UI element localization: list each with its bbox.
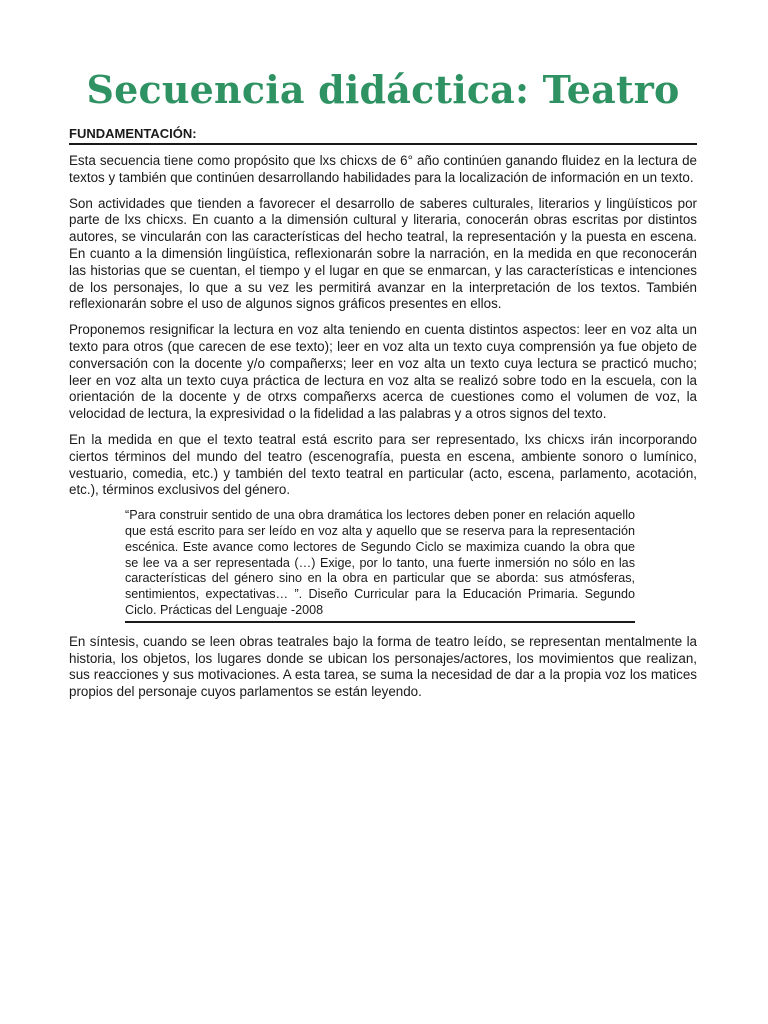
paragraph-proposito: Esta secuencia tiene como propósito que lxs chicxs de 6° año continúen ganando fluidez en la lectura de textos y también que continúen desarrollando habilidades para la localización de información en un texto. [69, 153, 697, 185]
section-heading-fundamentacion: FUNDAMENTACIÓN: [69, 126, 697, 145]
block-quote: “Para construir sentido de una obra dramática los lectores deben poner en relación aquello que está escrito para ser leído en voz alta y aquello que se reserva para la representación escénica. Este avance como lectores de Segundo Ciclo se maximiza cuando la obra que se lee va a ser representada (…) Exige, por lo tanto, una fuerte inmersión no sólo en las características del género sino en la obra en particular que se aborda: sus atmósferas, sentimientos, expectativas… ”. Diseño Curricular para la Educación Primaria. Segundo Ciclo. Prácticas del Lenguaje -2008 [125, 508, 635, 623]
page-title: Secuencia didáctica: Teatro [86, 67, 680, 112]
paragraph-texto-teatral: En la medida en que el texto teatral está escrito para ser representado, lxs chicxs irán incorporando ciertos términos del mundo del teatro (escenografía, puesta en escena, ambiente sonoro o lumínico, vestuario, comedia, etc.) y también del texto teatral en particular (acto, escena, parlamento, acotación, etc.), términos exclusivos del género. [69, 431, 697, 498]
paragraph-lectura-voz-alta: Proponemos resignificar la lectura en voz alta teniendo en cuenta distintos aspectos: leer en voz alta un texto para otros (que carecen de ese texto); leer en voz alta un texto cuya comprensión ya fue objeto de conversación con la docente y/o compañerxs; leer en voz alta un texto cuya lectura se practicó mucho; leer en voz alta un texto cuya práctica de lectura en voz alta se realizó sobre todo en la escuela, con la orientación de la docente y de otrxs compañerxs acerca de cuestiones como el volumen de voz, la velocidad de lectura, la expresividad o la fidelidad a las palabras y a otros signos del texto. [69, 322, 697, 422]
paragraph-sintesis: En síntesis, cuando se leen obras teatrales bajo la forma de teatro leído, se representan mentalmente la historia, los objetos, los lugares donde se ubican los personajes/actores, los movimientos que realizan, sus reacciones y sus motivaciones. A esta tarea, se suma la necesidad de dar a la propia voz los matices propios del personaje cuyos parlamentos se están leyendo. [69, 633, 697, 700]
paragraph-actividades: Son actividades que tienden a favorecer el desarrollo de saberes culturales, literarios y lingüísticos por parte de lxs chicxs. En cuanto a la dimensión cultural y literaria, conocerán obras escritas por distintos autores, se vincularán con las características del hecho teatral, la representación y la puesta en escena. En cuanto a la dimensión lingüística, reflexionarán sobre la narración, en la medida en que reconocerán las historias que se cuentan, el tiempo y el lugar en que se enmarcan, y las características e intenciones de los personajes, lo que a su vez les permitirá avanzar en la interpretación de los textos. También reflexionarán sobre el uso de algunos signos gráficos presentes en ellos. [69, 195, 697, 312]
document-page [69, 0, 697, 701]
